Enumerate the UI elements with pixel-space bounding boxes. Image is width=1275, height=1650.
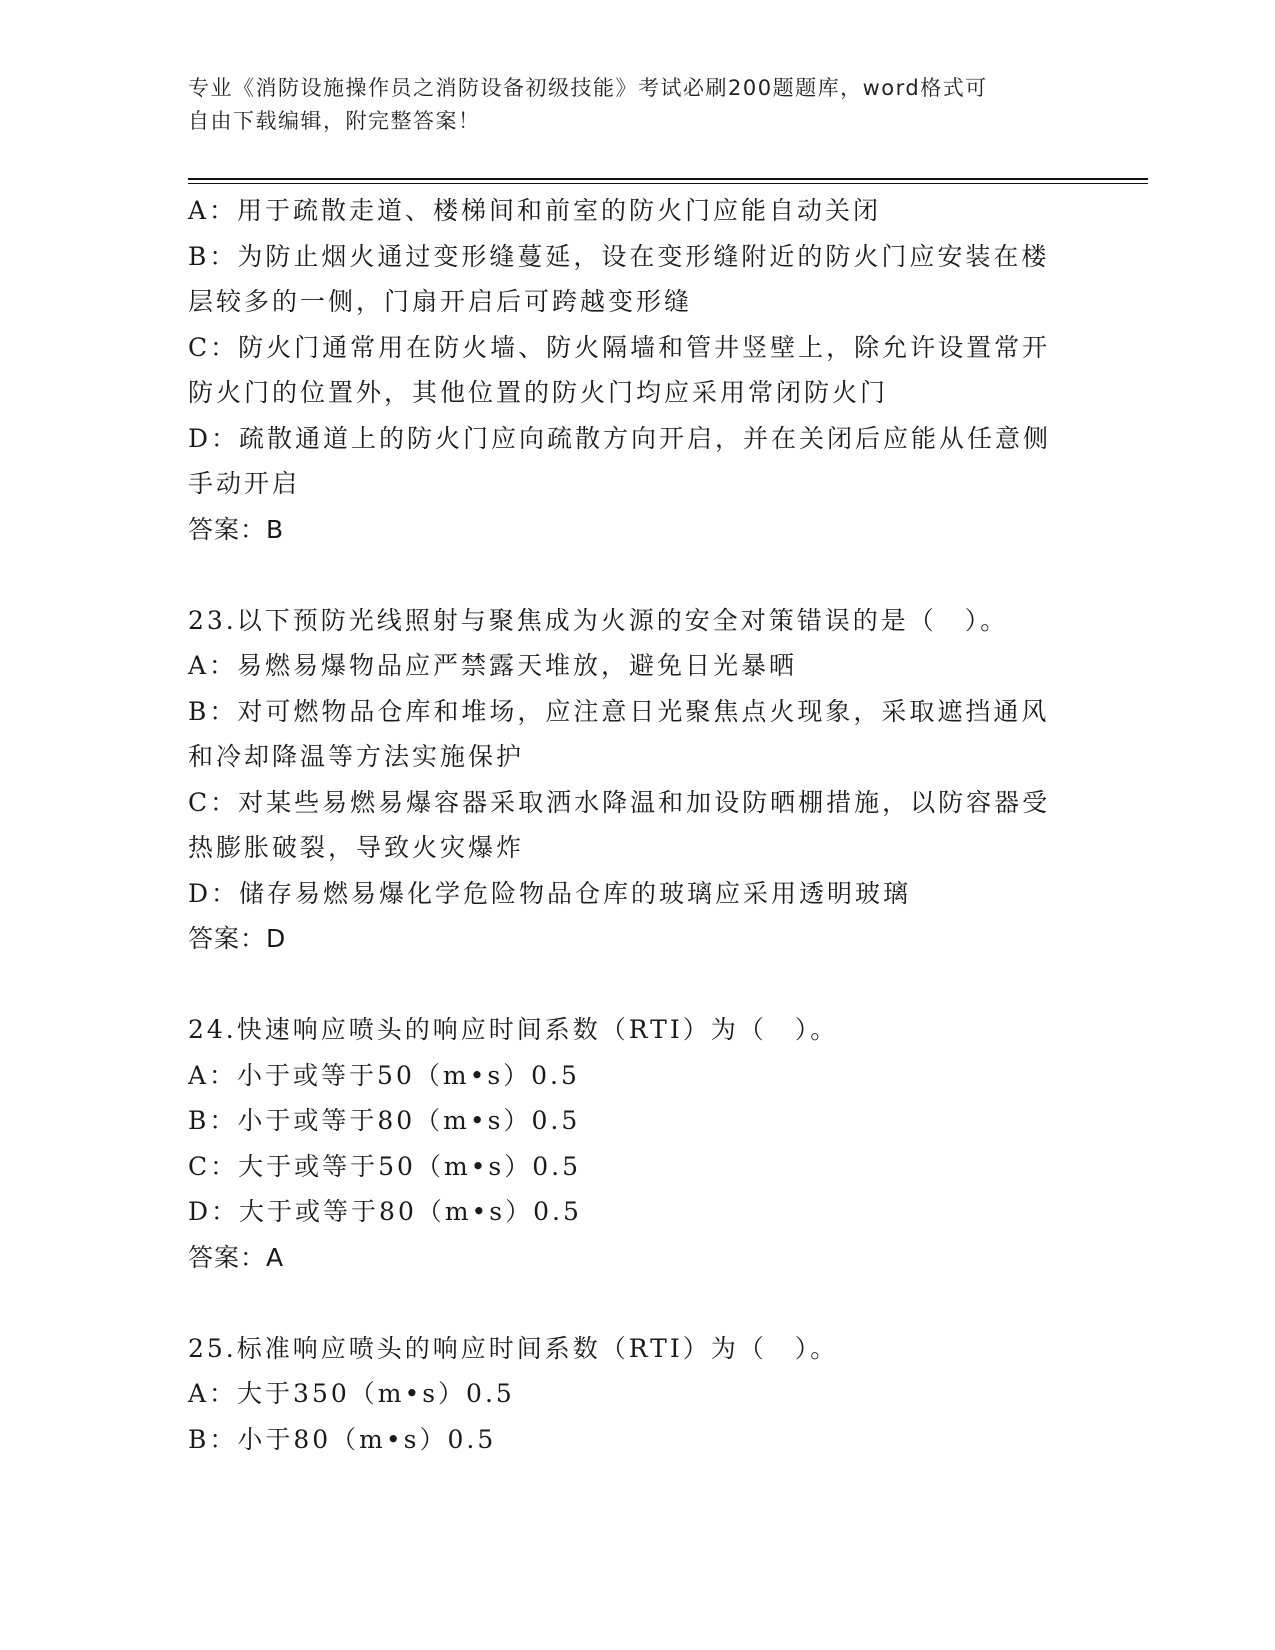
- header-line-2: 自由下载编辑，附完整答案！: [188, 109, 481, 133]
- spacer: [188, 962, 1078, 1007]
- q22-option-c-line-2: 防火门的位置外，其他位置的防火门均应采用常闭防火门: [188, 378, 889, 407]
- header-line-1: 专业《消防设施操作员之消防设备初级技能》考试必刷200题题库，word格式可: [188, 76, 988, 100]
- q23-option-d: D：储存易燃易爆化学危险物品仓库的玻璃应采用透明玻璃: [188, 878, 912, 908]
- q23-option-b-line-1: B：对可燃物品仓库和堆场，应注意日光聚焦点火现象，采取遮挡通风: [188, 696, 1050, 726]
- q25-option-b: B：小于80（m•s）0.5: [188, 1424, 497, 1454]
- document-body: [188, 188, 1078, 1462]
- q22-option-d-line-1: D：疏散通道上的防火门应向疏散方向开启，并在关闭后应能从任意侧: [188, 423, 1052, 453]
- q23-option-c-line-2: 热膨胀破裂，导致火灾爆炸: [188, 833, 525, 862]
- q23-option-a: A：易燃易爆物品应严禁露天堆放，避免日光暴晒: [188, 651, 798, 680]
- q24-answer: 答案：A: [188, 1242, 285, 1272]
- q22-option-b-line-1: B：为防止烟火通过变形缝蔓延，设在变形缝附近的防火门应安装在楼: [188, 241, 1050, 271]
- q24-option-c: C：大于或等于50（m•s）0.5: [188, 1151, 581, 1181]
- header-rule-thick: [188, 178, 1148, 180]
- question-24-block: [188, 1007, 1078, 1281]
- q23-option-b-line-2: 和冷却降温等方法实施保护: [188, 742, 525, 771]
- q22-option-a: A：用于疏散走道、楼梯间和前室的防火门应能自动关闭: [188, 196, 882, 225]
- question-22-block: [188, 188, 1078, 553]
- q25-question: 25.标准响应喷头的响应时间系数（RTI）为（ ）。: [188, 1333, 839, 1363]
- spacer: [188, 1281, 1078, 1326]
- header-rule-thin: [188, 183, 1148, 184]
- q24-option-a: A：小于或等于50（m•s）0.5: [188, 1060, 580, 1090]
- document-header: [188, 72, 1068, 138]
- q24-question: 24.快速响应喷头的响应时间系数（RTI）为（ ）。: [188, 1015, 839, 1044]
- q22-option-d-line-2: 手动开启: [188, 469, 301, 498]
- q25-option-a: A：大于350（m•s）0.5: [188, 1379, 515, 1408]
- q23-answer: 答案：D: [188, 924, 287, 953]
- q22-option-b-line-2: 层较多的一侧，门扇开启后可跨越变形缝: [188, 287, 693, 316]
- spacer: [188, 553, 1078, 598]
- q22-answer: 答案：B: [188, 514, 285, 544]
- q24-option-d: D：大于或等于80（m•s）0.5: [188, 1197, 582, 1226]
- question-25-block: [188, 1326, 1078, 1463]
- q23-option-c-line-1: C：对某些易燃易爆容器采取洒水降温和加设防晒棚措施，以防容器受: [188, 787, 1051, 817]
- q22-option-c-line-1: C：防火门通常用在防火墙、防火隔墙和管井竖壁上，除允许设置常开: [188, 332, 1051, 362]
- q23-question: 23.以下预防光线照射与聚焦成为火源的安全对策错误的是（ ）。: [188, 605, 1009, 635]
- question-23-block: [188, 598, 1078, 963]
- q24-option-b: B：小于或等于80（m•s）0.5: [188, 1106, 581, 1135]
